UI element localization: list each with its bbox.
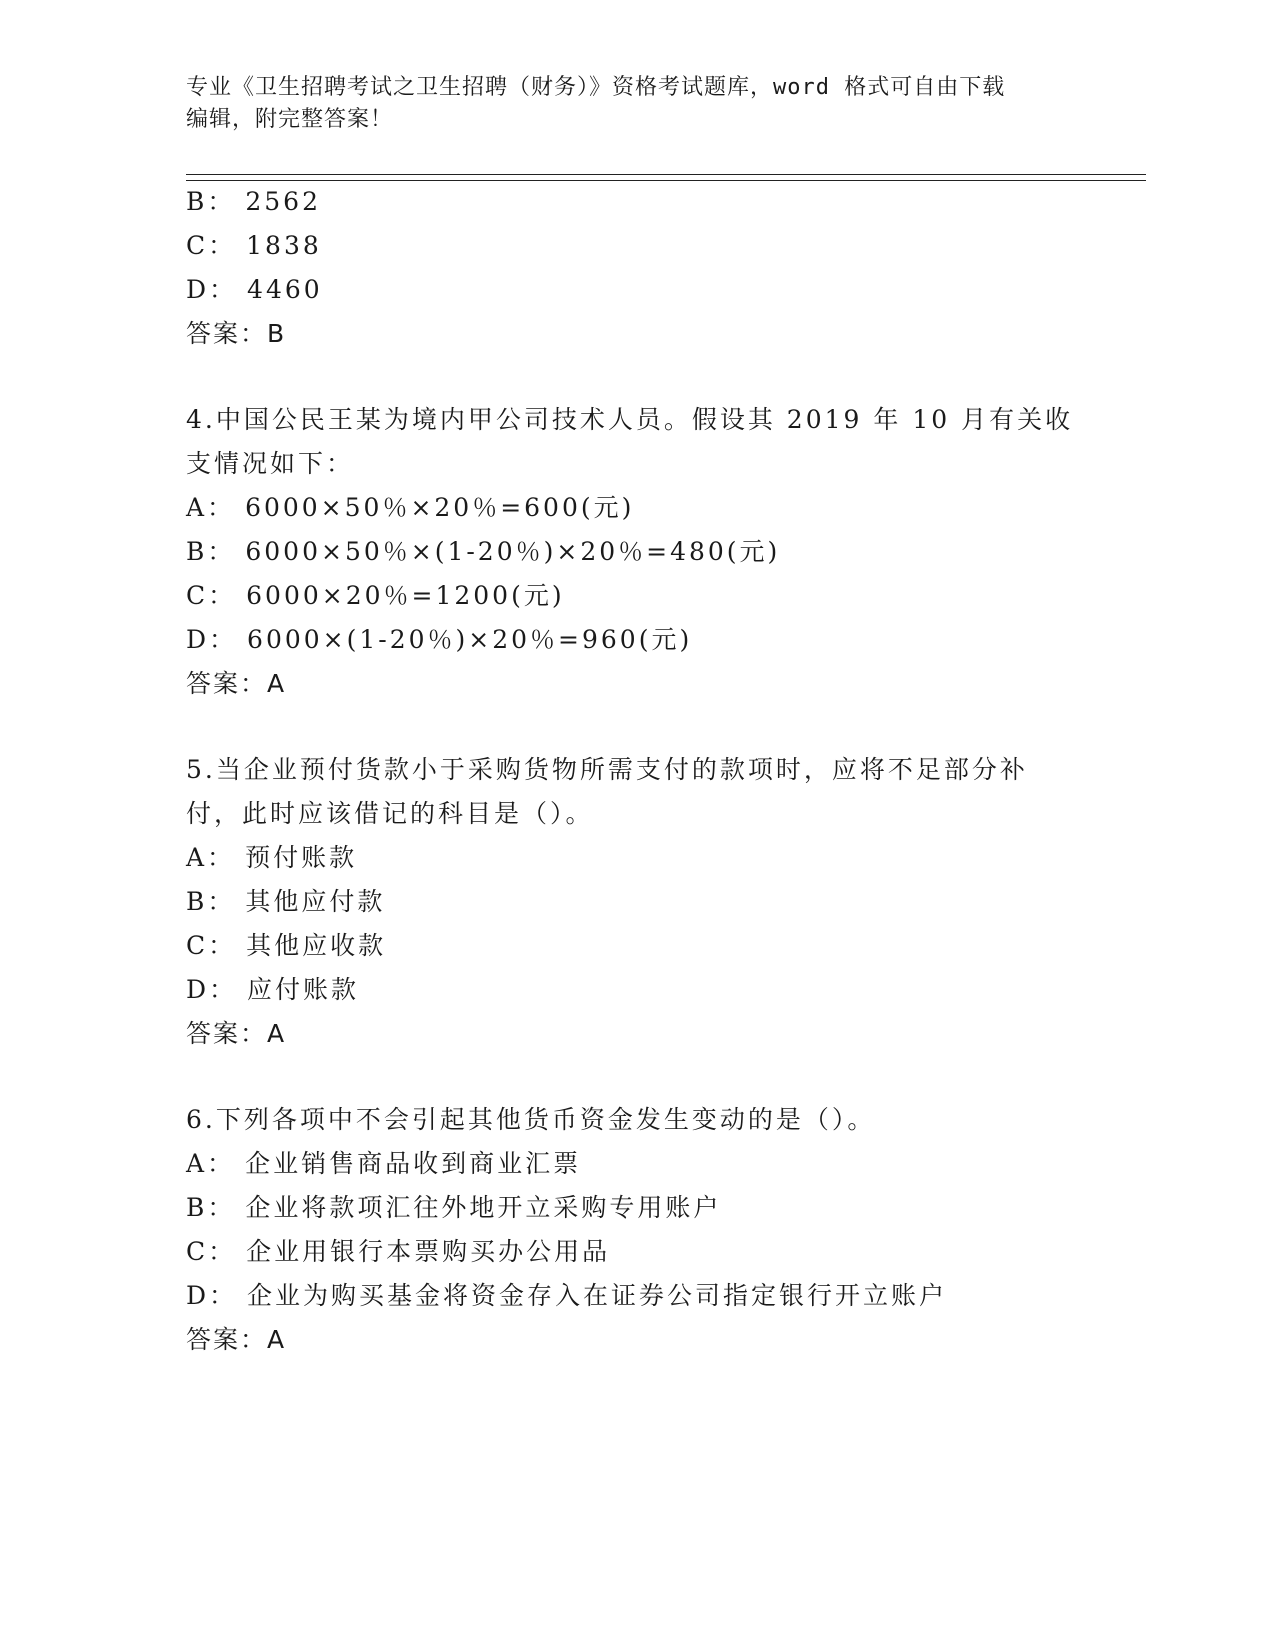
q6-stem-line-1: 6.下列各项中不会引起其他货币资金发生变动的是（）。 (186, 1105, 876, 1134)
q3-option-c (186, 230, 322, 262)
header-divider-top (186, 174, 1146, 175)
option-text: 6000×50％×20％=600(元) (245, 493, 635, 522)
q4-option-b (186, 536, 780, 568)
q6-option-b (186, 1192, 721, 1224)
option-key: C： (186, 581, 237, 610)
option-key: D： (186, 975, 238, 1004)
header-line-1: 专业《卫生招聘考试之卫生招聘（财务）》资格考试题库，word 格式可自由下载 (186, 75, 1006, 100)
option-key: B： (186, 887, 236, 916)
q4-stem-line-2: 支情况如下： (186, 449, 355, 478)
q4-option-d (186, 624, 692, 656)
option-key: D： (186, 275, 238, 304)
q6-option-a (186, 1148, 581, 1180)
option-text: 6000×(1-20％)×20％=960(元) (247, 625, 693, 654)
q5-option-d (186, 974, 359, 1006)
option-key: D： (186, 1281, 238, 1310)
option-key: A： (186, 843, 236, 872)
q5-option-b (186, 886, 385, 918)
option-key: D： (186, 625, 238, 654)
option-key: C： (186, 931, 237, 960)
q5-option-c (186, 930, 386, 962)
option-text: 预付账款 (245, 843, 358, 872)
q5-option-a (186, 842, 357, 874)
q6-option-c (186, 1236, 610, 1268)
option-text: 6000×50％×(1-20％)×20％=480(元) (245, 537, 781, 566)
option-key: A： (186, 1149, 236, 1178)
option-text: 应付账款 (247, 975, 360, 1004)
option-text: 4460 (247, 275, 323, 304)
option-text: 企业为购买基金将资金存入在证券公司指定银行开立账户 (247, 1281, 948, 1310)
document-header (186, 72, 1066, 136)
option-text: 其他应收款 (246, 931, 387, 960)
header-line-2: 编辑，附完整答案！ (186, 107, 394, 132)
q5-stem-line-2: 付，此时应该借记的科目是（）。 (186, 799, 594, 828)
option-key: B： (186, 187, 236, 216)
q4-stem-line-1: 4.中国公民王某为境内甲公司技术人员。假设其 2019 年 10 月有关收 (186, 405, 1074, 434)
q6-option-d (186, 1280, 947, 1312)
q3-answer: 答案：B (186, 319, 287, 348)
q6-answer: 答案：A (186, 1325, 287, 1354)
option-text: 2562 (245, 187, 321, 216)
option-key: C： (186, 231, 237, 260)
q4-option-c (186, 580, 565, 612)
option-text: 其他应付款 (245, 887, 386, 916)
option-key: C： (186, 1237, 237, 1266)
option-text: 6000×20％=1200(元) (246, 581, 565, 610)
header-divider-bottom (186, 180, 1146, 181)
q4-option-a (186, 492, 634, 524)
option-text: 企业将款项汇往外地开立采购专用账户 (245, 1193, 722, 1222)
option-text: 企业用银行本票购买办公用品 (246, 1237, 611, 1266)
option-key: B： (186, 537, 236, 566)
option-text: 1838 (246, 231, 322, 260)
q5-stem-line-1: 5.当企业预付货款小于采购货物所需支付的款项时，应将不足部分补 (186, 755, 1028, 784)
option-key: A： (186, 493, 236, 522)
q3-option-b (186, 186, 321, 218)
option-text: 企业销售商品收到商业汇票 (245, 1149, 582, 1178)
q4-answer: 答案：A (186, 669, 287, 698)
q3-option-d (186, 274, 323, 306)
option-key: B： (186, 1193, 236, 1222)
q5-answer: 答案：A (186, 1019, 287, 1048)
